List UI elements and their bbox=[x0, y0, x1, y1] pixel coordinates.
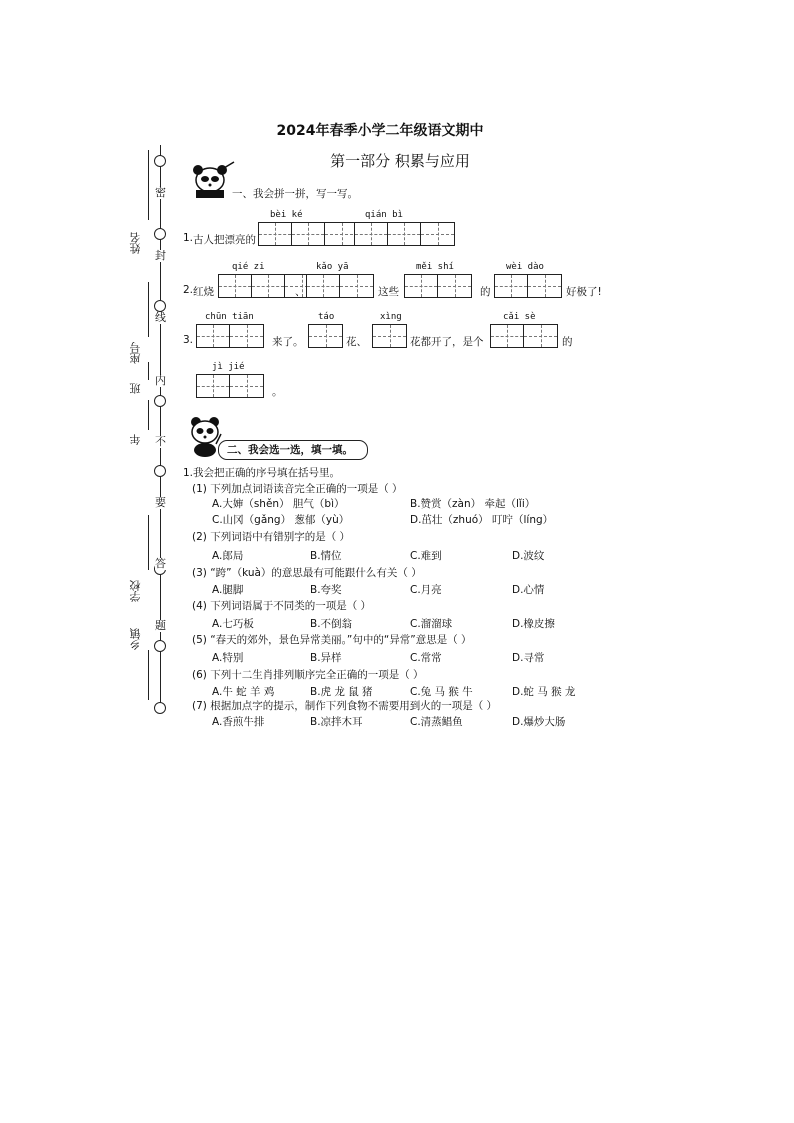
question-number: 1. bbox=[183, 232, 194, 244]
mc-option[interactable]: C.清蒸鲳鱼 bbox=[410, 716, 463, 728]
writing-grid[interactable] bbox=[404, 274, 472, 298]
mc-option[interactable]: B.夸奖 bbox=[310, 584, 342, 596]
mc-option[interactable]: C.难到 bbox=[410, 550, 442, 562]
section2-heading: 二、我会选一选，填一填。 bbox=[218, 440, 368, 460]
seat-field-line[interactable] bbox=[148, 282, 149, 337]
mc-option[interactable]: C.月亮 bbox=[410, 584, 442, 596]
writing-grid[interactable] bbox=[372, 324, 407, 348]
seal-char: 封 bbox=[155, 249, 166, 262]
question-text: 花、 bbox=[346, 336, 367, 348]
town-label: 乡镇 bbox=[129, 628, 142, 650]
mc-option[interactable]: B.情位 bbox=[310, 550, 342, 562]
question-text: 这些 bbox=[378, 286, 399, 298]
binding-hole bbox=[154, 640, 166, 652]
question-text: 来了。 bbox=[272, 336, 304, 348]
mc-option[interactable]: C.山冈（gǎng） 葱郁（yù） bbox=[212, 514, 350, 526]
mc-option[interactable]: D.寻常 bbox=[512, 652, 545, 664]
mc-option[interactable]: B.异样 bbox=[310, 652, 342, 664]
question-text: 。 bbox=[272, 386, 283, 398]
mc-question: (4) 下列词语属于不同类的一项是（ ） bbox=[192, 600, 372, 612]
question-text: 好极了! bbox=[566, 286, 602, 298]
binding-hole bbox=[154, 395, 166, 407]
mc-option[interactable]: D.橡皮擦 bbox=[512, 618, 555, 630]
pinyin: cǎi sè bbox=[503, 312, 536, 322]
mc-option[interactable]: C.常常 bbox=[410, 652, 442, 664]
mc-option[interactable]: D.心情 bbox=[512, 584, 545, 596]
seal-char: 答 bbox=[155, 557, 166, 570]
mc-question: (1) 下列加点词语读音完全正确的一项是（ ） bbox=[192, 483, 403, 495]
seal-char: 不 bbox=[155, 435, 166, 448]
question-number: 3. bbox=[183, 334, 194, 346]
mc-option[interactable]: D.茁壮（zhuó） 叮咛（líng） bbox=[410, 514, 554, 526]
part-title: 第一部分 积累与应用 bbox=[330, 152, 470, 170]
school-label: 学校 bbox=[129, 580, 142, 602]
question-text: 红烧 bbox=[193, 286, 214, 298]
mc-question: (3) “跨”（kuà）的意思最有可能跟什么有关（ ） bbox=[192, 567, 422, 579]
school-field-line[interactable] bbox=[148, 515, 149, 570]
mc-option[interactable]: B.凉拌木耳 bbox=[310, 716, 363, 728]
mc-option[interactable]: B.不倒翁 bbox=[310, 618, 353, 630]
question-text: 的 bbox=[480, 286, 491, 298]
pinyin: wèi dào bbox=[506, 262, 544, 272]
mc-option[interactable]: A.特别 bbox=[212, 652, 244, 664]
mc-question: (2) 下列词语中有错别字的是（ ） bbox=[192, 531, 351, 543]
grade-field-line[interactable] bbox=[148, 400, 149, 430]
seal-char: 密 bbox=[155, 186, 166, 199]
section1-heading: 一、我会拼一拼，写一写。 bbox=[232, 188, 358, 200]
mc-option[interactable]: B.赞赏（zàn） 牵起（lǐi） bbox=[410, 498, 536, 510]
binding-hole bbox=[154, 702, 166, 714]
writing-grid[interactable] bbox=[258, 222, 359, 246]
seal-char: 线 bbox=[155, 311, 166, 324]
pinyin: táo bbox=[318, 312, 335, 322]
seal-char: 题 bbox=[155, 619, 166, 632]
mc-option[interactable]: A.牛 蛇 羊 鸡 bbox=[212, 686, 275, 698]
mc-option[interactable]: A.香煎牛排 bbox=[212, 716, 265, 728]
pinyin: qié zi bbox=[232, 262, 265, 272]
question-number: 2. bbox=[183, 284, 194, 296]
writing-grid[interactable] bbox=[490, 324, 558, 348]
writing-grid[interactable] bbox=[354, 222, 455, 246]
writing-grid[interactable] bbox=[196, 324, 264, 348]
instruction: 1.我会把正确的序号填在括号里。 bbox=[183, 467, 341, 479]
pinyin: bèi ké bbox=[270, 210, 303, 220]
name-label: 姓名 bbox=[129, 232, 142, 254]
mc-question: (5) “春天的郊外，景色异常美丽。”句中的“异常”意思是（ ） bbox=[192, 634, 472, 646]
name-field-line[interactable] bbox=[148, 150, 149, 220]
pinyin: kǎo yā bbox=[316, 262, 349, 272]
exam-title: 2024年春季小学二年级语文期中 bbox=[276, 123, 484, 139]
question-text: 古人把漂亮的 bbox=[193, 234, 256, 246]
writing-grid[interactable] bbox=[306, 274, 374, 298]
mc-option[interactable]: D.蛇 马 猴 龙 bbox=[512, 686, 576, 698]
mc-option[interactable]: C.兔 马 猴 牛 bbox=[410, 686, 473, 698]
mc-option[interactable]: A.腿脚 bbox=[212, 584, 244, 596]
binding-hole bbox=[154, 465, 166, 477]
writing-grid[interactable] bbox=[308, 324, 343, 348]
mc-option[interactable]: A.大婶（shěn） 胆气（bì） bbox=[212, 498, 345, 510]
question-text: 、 bbox=[295, 286, 306, 298]
mc-option[interactable]: C.溜溜球 bbox=[410, 618, 453, 630]
seal-char: 要 bbox=[155, 496, 166, 509]
writing-grid[interactable] bbox=[196, 374, 264, 398]
mc-question: (6) 下列十二生肖排列顺序完全正确的一项是（ ） bbox=[192, 669, 424, 681]
writing-grid[interactable] bbox=[494, 274, 562, 298]
pinyin: jì jié bbox=[212, 362, 245, 372]
binding-hole bbox=[154, 155, 166, 167]
pinyin: měi shí bbox=[416, 262, 454, 272]
grade-label: 年 bbox=[129, 434, 142, 445]
class-label: 班 bbox=[129, 383, 142, 394]
panda-icon bbox=[188, 160, 236, 200]
mc-option[interactable]: D.爆炒大肠 bbox=[512, 716, 566, 728]
question-text: 花都开了，是个 bbox=[410, 336, 484, 348]
mc-option[interactable]: A.郎局 bbox=[212, 550, 244, 562]
question-text: 的 bbox=[562, 336, 573, 348]
mc-option[interactable]: A.七巧板 bbox=[212, 618, 254, 630]
seal-char: 内 bbox=[155, 374, 166, 387]
pinyin: xìng bbox=[380, 312, 402, 322]
seat-label: 座号 bbox=[129, 342, 142, 364]
pinyin: qián bì bbox=[365, 210, 403, 220]
pinyin: chūn tiān bbox=[205, 312, 254, 322]
mc-option[interactable]: B.虎 龙 鼠 猪 bbox=[310, 686, 373, 698]
town-field-line[interactable] bbox=[148, 650, 149, 700]
mc-question: (7) 根据加点字的提示，制作下列食物不需要用到火的一项是（ ） bbox=[192, 700, 498, 712]
binding-hole bbox=[154, 228, 166, 240]
panda-icon bbox=[188, 414, 222, 458]
class-field-line[interactable] bbox=[148, 362, 149, 380]
mc-option[interactable]: D.波纹 bbox=[512, 550, 545, 562]
